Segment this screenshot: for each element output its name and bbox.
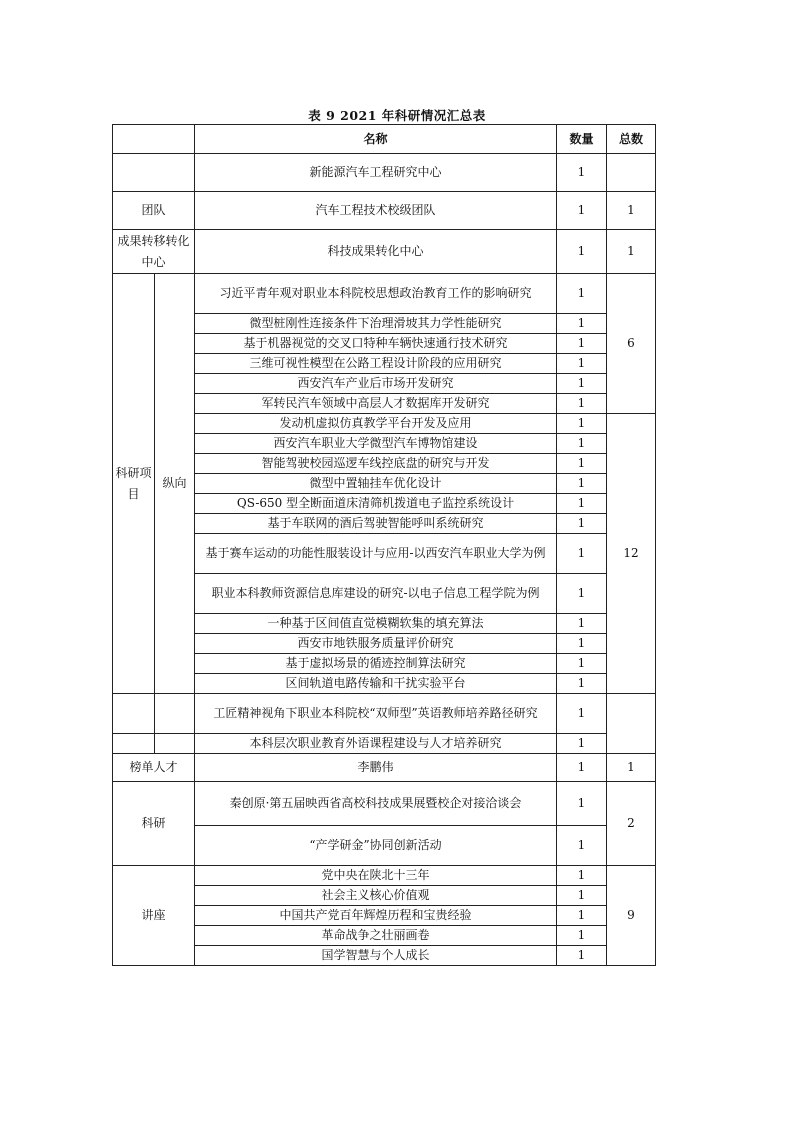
item-qty: 1 bbox=[557, 314, 607, 334]
item-name: 社会主义核心价值观 bbox=[195, 886, 557, 906]
item-name: 本科层次职业教育外语课程建设与人才培养研究 bbox=[195, 734, 557, 754]
table-row bbox=[113, 866, 656, 886]
item-name: 革命战争之壮丽画卷 bbox=[195, 926, 557, 946]
item-name: 西安市地铁服务质量评价研究 bbox=[195, 634, 557, 654]
item-name: 科技成果转化中心 bbox=[195, 230, 557, 274]
total-cell: 1 bbox=[607, 230, 656, 274]
item-name: 新能源汽车工程研究中心 bbox=[195, 154, 557, 192]
page-title: 表 9 2021 年科研情况汇总表 bbox=[308, 108, 486, 123]
item-qty: 1 bbox=[557, 354, 607, 374]
item-qty: 1 bbox=[557, 782, 607, 826]
category-transfer: 成果转移转化中心 bbox=[113, 230, 195, 274]
category-cell bbox=[113, 694, 155, 734]
header-blank bbox=[113, 125, 195, 154]
item-qty: 1 bbox=[557, 274, 607, 314]
item-name: 李鹏伟 bbox=[195, 754, 557, 782]
table-row bbox=[113, 334, 656, 354]
item-qty: 1 bbox=[557, 414, 607, 434]
item-qty: 1 bbox=[557, 754, 607, 782]
item-name: 基于虚拟场景的循迹控制算法研究 bbox=[195, 654, 557, 674]
item-name: 军转民汽车领域中高层人才数据库开发研究 bbox=[195, 394, 557, 414]
item-name: 三维可视性模型在公路工程设计阶段的应用研究 bbox=[195, 354, 557, 374]
total-cell: 1 bbox=[607, 754, 656, 782]
total-cell: 6 bbox=[607, 274, 656, 414]
table-row bbox=[113, 354, 656, 374]
table-row bbox=[113, 782, 656, 826]
category-cell bbox=[155, 734, 195, 754]
item-qty: 1 bbox=[557, 614, 607, 634]
table-row bbox=[113, 694, 656, 734]
item-name: 党中央在陕北十三年 bbox=[195, 866, 557, 886]
item-qty: 1 bbox=[557, 434, 607, 454]
item-name: 工匠精神视角下职业本科院校“双师型”英语教师培养路径研究 bbox=[195, 694, 557, 734]
item-name: 基于机器视觉的交叉口特种车辆快速通行技术研究 bbox=[195, 334, 557, 354]
item-qty: 1 bbox=[557, 454, 607, 474]
header-total: 总数 bbox=[607, 125, 656, 154]
item-qty: 1 bbox=[557, 886, 607, 906]
category-talent: 榜单人才 bbox=[113, 754, 195, 782]
table-row bbox=[113, 314, 656, 334]
category-team: 团队 bbox=[113, 192, 195, 230]
item-qty: 1 bbox=[557, 574, 607, 614]
table-row bbox=[113, 826, 656, 866]
table-row bbox=[113, 474, 656, 494]
table-row bbox=[113, 454, 656, 474]
item-qty: 1 bbox=[557, 906, 607, 926]
item-name: “产学研金”协同创新活动 bbox=[195, 826, 557, 866]
header-qty: 数量 bbox=[557, 125, 607, 154]
item-qty: 1 bbox=[557, 826, 607, 866]
category-vertical: 纵向 bbox=[155, 274, 195, 694]
item-name: 基于车联网的酒后驾驶智能呼叫系统研究 bbox=[195, 514, 557, 534]
table-row bbox=[113, 926, 656, 946]
item-name: 西安汽车职业大学微型汽车博物馆建设 bbox=[195, 434, 557, 454]
item-qty: 1 bbox=[557, 514, 607, 534]
table-row bbox=[113, 654, 656, 674]
table-row bbox=[113, 734, 656, 754]
total-cell: 1 bbox=[607, 192, 656, 230]
item-qty: 1 bbox=[557, 474, 607, 494]
table-row bbox=[113, 886, 656, 906]
item-qty: 1 bbox=[557, 394, 607, 414]
item-name: 西安汽车产业后市场开发研究 bbox=[195, 374, 557, 394]
table-row bbox=[113, 154, 656, 192]
table-row bbox=[113, 674, 656, 694]
item-name: 职业本科教师资源信息库建设的研究-以电子信息工程学院为例 bbox=[195, 574, 557, 614]
item-name: 基于赛车运动的功能性服装设计与应用-以西安汽车职业大学为例 bbox=[195, 534, 557, 574]
table-row bbox=[113, 494, 656, 514]
header-name: 名称 bbox=[195, 125, 557, 154]
item-name: 智能驾驶校园巡逻车线控底盘的研究与开发 bbox=[195, 454, 557, 474]
item-name: 汽车工程技术校级团队 bbox=[195, 192, 557, 230]
total-cell: 2 bbox=[607, 782, 656, 866]
item-qty: 1 bbox=[557, 674, 607, 694]
item-qty: 1 bbox=[557, 534, 607, 574]
item-name: 微型桩刚性连接条件下治理滑坡其力学性能研究 bbox=[195, 314, 557, 334]
category-lecture: 讲座 bbox=[113, 866, 195, 966]
table-row bbox=[113, 534, 656, 574]
item-qty: 1 bbox=[557, 866, 607, 886]
total-cell: 9 bbox=[607, 866, 656, 966]
item-qty: 1 bbox=[557, 654, 607, 674]
item-name: 微型中置轴挂车优化设计 bbox=[195, 474, 557, 494]
item-qty: 1 bbox=[557, 946, 607, 966]
table-row bbox=[113, 394, 656, 414]
table-header-row bbox=[113, 125, 656, 154]
item-qty: 1 bbox=[557, 494, 607, 514]
total-cell: 12 bbox=[607, 414, 656, 694]
total-cell bbox=[607, 154, 656, 192]
item-qty: 1 bbox=[557, 694, 607, 734]
category-cell bbox=[113, 154, 195, 192]
item-qty: 1 bbox=[557, 734, 607, 754]
category-cell bbox=[155, 694, 195, 734]
total-cell bbox=[607, 694, 656, 754]
item-qty: 1 bbox=[557, 230, 607, 274]
table-row bbox=[113, 906, 656, 926]
table-row bbox=[113, 946, 656, 966]
category-science: 科研 bbox=[113, 782, 195, 866]
item-name: QS-650 型全断面道床清筛机拨道电子监控系统设计 bbox=[195, 494, 557, 514]
table-row bbox=[113, 754, 656, 782]
item-name: 一种基于区间值直觉模糊软集的填充算法 bbox=[195, 614, 557, 634]
table-row bbox=[113, 634, 656, 654]
category-cell bbox=[113, 734, 155, 754]
table-row bbox=[113, 434, 656, 454]
item-name: 中国共产党百年辉煌历程和宝贵经验 bbox=[195, 906, 557, 926]
table-row bbox=[113, 274, 656, 314]
item-qty: 1 bbox=[557, 634, 607, 654]
item-name: 国学智慧与个人成长 bbox=[195, 946, 557, 966]
item-name: 秦创原·第五届映西省高校科技成果展暨校企对接洽谈会 bbox=[195, 782, 557, 826]
item-name: 习近平青年观对职业本科院校思想政治教育工作的影响研究 bbox=[195, 274, 557, 314]
item-name: 区间轨道电路传输和干扰实验平台 bbox=[195, 674, 557, 694]
item-name: 发动机虚拟仿真教学平台开发及应用 bbox=[195, 414, 557, 434]
item-qty: 1 bbox=[557, 926, 607, 946]
table-row bbox=[113, 374, 656, 394]
item-qty: 1 bbox=[557, 334, 607, 354]
table-row bbox=[113, 192, 656, 230]
item-qty: 1 bbox=[557, 192, 607, 230]
table-row bbox=[113, 414, 656, 434]
table-row bbox=[113, 614, 656, 634]
table-row bbox=[113, 574, 656, 614]
item-qty: 1 bbox=[557, 374, 607, 394]
table-row bbox=[113, 230, 656, 274]
category-research-project: 科研项目 bbox=[113, 274, 155, 694]
item-qty: 1 bbox=[557, 154, 607, 192]
table-row bbox=[113, 514, 656, 534]
research-summary-table bbox=[112, 124, 656, 966]
